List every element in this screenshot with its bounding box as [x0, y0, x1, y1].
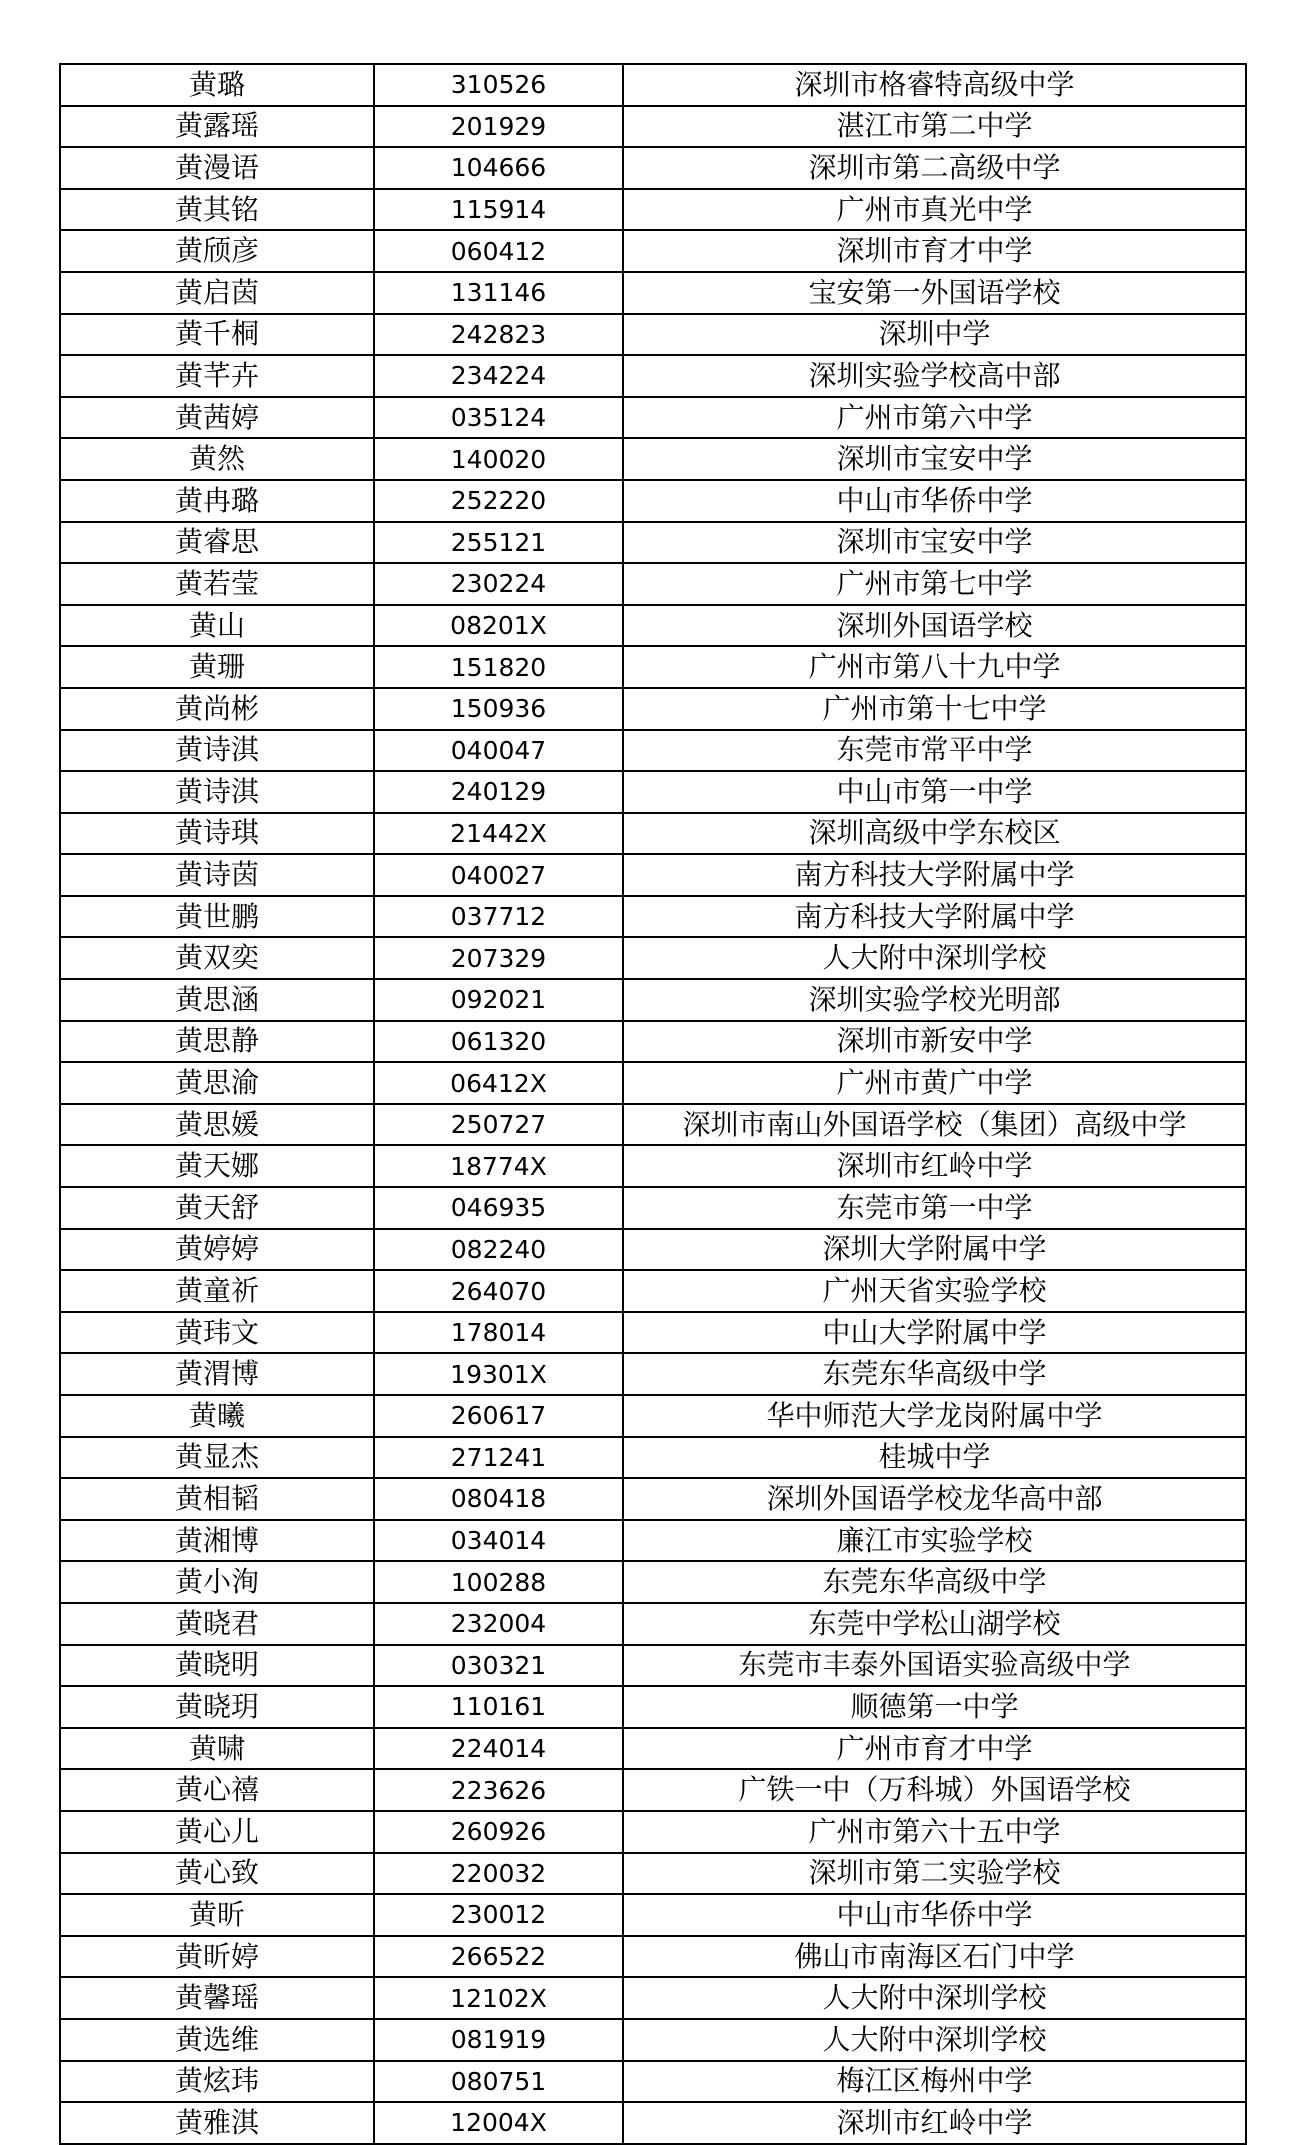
student-id-cell: 310526	[374, 64, 623, 106]
student-name-cell: 黄思媛	[60, 1104, 374, 1146]
table-row	[60, 1561, 1246, 1603]
table-row	[60, 1104, 1246, 1146]
school-name-cell: 广州市第八十九中学	[623, 646, 1246, 688]
school-name-cell: 广州市真光中学	[623, 189, 1246, 231]
student-name-cell: 黄露瑶	[60, 106, 374, 148]
table-row	[60, 480, 1246, 522]
student-name-cell: 黄漫语	[60, 147, 374, 189]
student-name-cell: 黄雅淇	[60, 2102, 374, 2144]
table-row	[60, 2019, 1246, 2061]
school-name-cell: 宝安第一外国语学校	[623, 272, 1246, 314]
school-name-cell: 深圳大学附属中学	[623, 1229, 1246, 1271]
school-name-cell: 广州市第六十五中学	[623, 1811, 1246, 1853]
student-name-cell: 黄天舒	[60, 1187, 374, 1229]
school-name-cell: 东莞市丰泰外国语实验高级中学	[623, 1645, 1246, 1687]
student-name-cell: 黄芊卉	[60, 355, 374, 397]
table-row	[60, 2102, 1246, 2144]
student-name-cell: 黄渭博	[60, 1353, 374, 1395]
student-id-cell: 110161	[374, 1686, 623, 1728]
student-name-cell: 黄尚彬	[60, 688, 374, 730]
student-name-cell: 黄心儿	[60, 1811, 374, 1853]
roster-table-container	[59, 63, 1245, 2145]
student-id-cell: 040047	[374, 730, 623, 772]
student-name-cell: 黄思静	[60, 1021, 374, 1063]
student-name-cell: 黄炫玮	[60, 2061, 374, 2103]
table-row	[60, 522, 1246, 564]
school-name-cell: 广州市第六中学	[623, 397, 1246, 439]
school-name-cell: 深圳外国语学校	[623, 605, 1246, 647]
school-name-cell: 人大附中深圳学校	[623, 2019, 1246, 2061]
student-id-cell: 030321	[374, 1645, 623, 1687]
table-row	[60, 1520, 1246, 1562]
school-name-cell: 佛山市南海区石门中学	[623, 1936, 1246, 1978]
table-row	[60, 2061, 1246, 2103]
student-id-cell: 260926	[374, 1811, 623, 1853]
student-name-cell: 黄思涵	[60, 979, 374, 1021]
student-id-cell: 201929	[374, 106, 623, 148]
table-row	[60, 979, 1246, 1021]
student-name-cell: 黄显杰	[60, 1437, 374, 1479]
table-row	[60, 1894, 1246, 1936]
table-row	[60, 937, 1246, 979]
student-name-cell: 黄心禧	[60, 1769, 374, 1811]
school-name-cell: 深圳市红岭中学	[623, 1145, 1246, 1187]
student-name-cell: 黄启茵	[60, 272, 374, 314]
student-name-cell: 黄世鹏	[60, 896, 374, 938]
table-row	[60, 147, 1246, 189]
school-name-cell: 东莞市第一中学	[623, 1187, 1246, 1229]
school-name-cell: 深圳市宝安中学	[623, 438, 1246, 480]
table-row	[60, 1062, 1246, 1104]
student-name-cell: 黄昕婷	[60, 1936, 374, 1978]
table-row	[60, 1478, 1246, 1520]
school-name-cell: 东莞东华高级中学	[623, 1561, 1246, 1603]
student-name-cell: 黄选维	[60, 2019, 374, 2061]
student-id-cell: 12004X	[374, 2102, 623, 2144]
table-row	[60, 1270, 1246, 1312]
school-name-cell: 广铁一中（万科城）外国语学校	[623, 1769, 1246, 1811]
school-name-cell: 深圳市南山外国语学校（集团）高级中学	[623, 1104, 1246, 1146]
student-id-cell: 250727	[374, 1104, 623, 1146]
school-name-cell: 广州天省实验学校	[623, 1270, 1246, 1312]
table-row	[60, 646, 1246, 688]
student-name-cell: 黄婷婷	[60, 1229, 374, 1271]
student-name-cell: 黄诗琪	[60, 813, 374, 855]
table-row	[60, 1686, 1246, 1728]
student-id-cell: 080418	[374, 1478, 623, 1520]
school-name-cell: 广州市育才中学	[623, 1728, 1246, 1770]
table-row	[60, 1936, 1246, 1978]
school-name-cell: 东莞市常平中学	[623, 730, 1246, 772]
table-row	[60, 730, 1246, 772]
student-id-cell: 140020	[374, 438, 623, 480]
student-id-cell: 240129	[374, 771, 623, 813]
table-row	[60, 1603, 1246, 1645]
school-name-cell: 深圳市格睿特高级中学	[623, 64, 1246, 106]
table-row	[60, 1395, 1246, 1437]
student-name-cell: 黄思渝	[60, 1062, 374, 1104]
student-id-cell: 035124	[374, 397, 623, 439]
student-id-cell: 224014	[374, 1728, 623, 1770]
student-name-cell: 黄睿思	[60, 522, 374, 564]
table-row	[60, 1645, 1246, 1687]
table-row	[60, 896, 1246, 938]
school-name-cell: 南方科技大学附属中学	[623, 896, 1246, 938]
student-id-cell: 207329	[374, 937, 623, 979]
school-name-cell: 湛江市第二中学	[623, 106, 1246, 148]
student-name-cell: 黄玮文	[60, 1312, 374, 1354]
student-id-cell: 266522	[374, 1936, 623, 1978]
student-id-cell: 131146	[374, 272, 623, 314]
student-name-cell: 黄晓明	[60, 1645, 374, 1687]
school-name-cell: 梅江区梅州中学	[623, 2061, 1246, 2103]
student-id-cell: 21442X	[374, 813, 623, 855]
student-id-cell: 037712	[374, 896, 623, 938]
school-name-cell: 华中师范大学龙岗附属中学	[623, 1395, 1246, 1437]
table-row	[60, 1229, 1246, 1271]
school-name-cell: 深圳市第二实验学校	[623, 1853, 1246, 1895]
school-name-cell: 中山大学附属中学	[623, 1312, 1246, 1354]
student-name-cell: 黄小洵	[60, 1561, 374, 1603]
student-id-cell: 232004	[374, 1603, 623, 1645]
student-name-cell: 黄心致	[60, 1853, 374, 1895]
table-row	[60, 272, 1246, 314]
student-id-cell: 081919	[374, 2019, 623, 2061]
roster-table-body	[60, 64, 1246, 2144]
table-row	[60, 314, 1246, 356]
student-name-cell: 黄晓君	[60, 1603, 374, 1645]
student-name-cell: 黄茜婷	[60, 397, 374, 439]
student-id-cell: 040027	[374, 854, 623, 896]
student-id-cell: 230224	[374, 563, 623, 605]
student-name-cell: 黄晓玥	[60, 1686, 374, 1728]
student-name-cell: 黄湘博	[60, 1520, 374, 1562]
school-name-cell: 深圳高级中学东校区	[623, 813, 1246, 855]
student-name-cell: 黄然	[60, 438, 374, 480]
student-name-cell: 黄昕	[60, 1894, 374, 1936]
student-name-cell: 黄童祈	[60, 1270, 374, 1312]
school-name-cell: 广州市第七中学	[623, 563, 1246, 605]
student-id-cell: 18774X	[374, 1145, 623, 1187]
table-row	[60, 1187, 1246, 1229]
student-name-cell: 黄珊	[60, 646, 374, 688]
table-row	[60, 355, 1246, 397]
school-name-cell: 深圳外国语学校龙华高中部	[623, 1478, 1246, 1520]
school-name-cell: 中山市第一中学	[623, 771, 1246, 813]
school-name-cell: 深圳市新安中学	[623, 1021, 1246, 1063]
table-row	[60, 64, 1246, 106]
school-name-cell: 深圳市红岭中学	[623, 2102, 1246, 2144]
student-id-cell: 080751	[374, 2061, 623, 2103]
student-id-cell: 271241	[374, 1437, 623, 1479]
table-row	[60, 1312, 1246, 1354]
student-id-cell: 220032	[374, 1853, 623, 1895]
student-id-cell: 223626	[374, 1769, 623, 1811]
school-name-cell: 人大附中深圳学校	[623, 1977, 1246, 2019]
student-name-cell: 黄诗茵	[60, 854, 374, 896]
table-row	[60, 189, 1246, 231]
school-name-cell: 南方科技大学附属中学	[623, 854, 1246, 896]
student-id-cell: 252220	[374, 480, 623, 522]
student-id-cell: 034014	[374, 1520, 623, 1562]
table-row	[60, 1021, 1246, 1063]
student-name-cell: 黄啸	[60, 1728, 374, 1770]
student-id-cell: 104666	[374, 147, 623, 189]
roster-table	[59, 63, 1247, 2145]
student-id-cell: 150936	[374, 688, 623, 730]
student-id-cell: 178014	[374, 1312, 623, 1354]
table-row	[60, 563, 1246, 605]
school-name-cell: 深圳实验学校高中部	[623, 355, 1246, 397]
student-id-cell: 06412X	[374, 1062, 623, 1104]
table-row	[60, 1145, 1246, 1187]
student-name-cell: 黄千桐	[60, 314, 374, 356]
table-row	[60, 1728, 1246, 1770]
student-name-cell: 黄颀彦	[60, 230, 374, 272]
student-name-cell: 黄冉璐	[60, 480, 374, 522]
student-id-cell: 115914	[374, 189, 623, 231]
student-id-cell: 19301X	[374, 1353, 623, 1395]
student-id-cell: 242823	[374, 314, 623, 356]
table-row	[60, 1437, 1246, 1479]
student-name-cell: 黄双奕	[60, 937, 374, 979]
school-name-cell: 东莞东华高级中学	[623, 1353, 1246, 1395]
school-name-cell: 深圳中学	[623, 314, 1246, 356]
student-id-cell: 230012	[374, 1894, 623, 1936]
student-name-cell: 黄天娜	[60, 1145, 374, 1187]
school-name-cell: 深圳市宝安中学	[623, 522, 1246, 564]
school-name-cell: 广州市黄广中学	[623, 1062, 1246, 1104]
student-name-cell: 黄山	[60, 605, 374, 647]
school-name-cell: 中山市华侨中学	[623, 1894, 1246, 1936]
student-id-cell: 082240	[374, 1229, 623, 1271]
student-name-cell: 黄诗淇	[60, 771, 374, 813]
student-name-cell: 黄璐	[60, 64, 374, 106]
student-id-cell: 234224	[374, 355, 623, 397]
student-id-cell: 260617	[374, 1395, 623, 1437]
table-row	[60, 1811, 1246, 1853]
student-id-cell: 151820	[374, 646, 623, 688]
school-name-cell: 深圳市第二高级中学	[623, 147, 1246, 189]
student-id-cell: 264070	[374, 1270, 623, 1312]
school-name-cell: 深圳实验学校光明部	[623, 979, 1246, 1021]
table-row	[60, 813, 1246, 855]
school-name-cell: 深圳市育才中学	[623, 230, 1246, 272]
school-name-cell: 广州市第十七中学	[623, 688, 1246, 730]
student-name-cell: 黄其铭	[60, 189, 374, 231]
student-id-cell: 08201X	[374, 605, 623, 647]
student-id-cell: 046935	[374, 1187, 623, 1229]
table-row	[60, 688, 1246, 730]
school-name-cell: 顺德第一中学	[623, 1686, 1246, 1728]
table-row	[60, 1353, 1246, 1395]
student-name-cell: 黄若莹	[60, 563, 374, 605]
student-name-cell: 黄馨瑶	[60, 1977, 374, 2019]
student-name-cell: 黄诗淇	[60, 730, 374, 772]
school-name-cell: 桂城中学	[623, 1437, 1246, 1479]
table-row	[60, 1977, 1246, 2019]
table-row	[60, 854, 1246, 896]
student-id-cell: 060412	[374, 230, 623, 272]
table-row	[60, 771, 1246, 813]
school-name-cell: 人大附中深圳学校	[623, 937, 1246, 979]
student-name-cell: 黄曦	[60, 1395, 374, 1437]
table-row	[60, 397, 1246, 439]
student-id-cell: 12102X	[374, 1977, 623, 2019]
school-name-cell: 廉江市实验学校	[623, 1520, 1246, 1562]
table-row	[60, 230, 1246, 272]
school-name-cell: 中山市华侨中学	[623, 480, 1246, 522]
school-name-cell: 东莞中学松山湖学校	[623, 1603, 1246, 1645]
student-name-cell: 黄相韬	[60, 1478, 374, 1520]
table-row	[60, 1769, 1246, 1811]
table-row	[60, 1853, 1246, 1895]
student-id-cell: 061320	[374, 1021, 623, 1063]
table-row	[60, 438, 1246, 480]
student-id-cell: 092021	[374, 979, 623, 1021]
student-id-cell: 100288	[374, 1561, 623, 1603]
student-id-cell: 255121	[374, 522, 623, 564]
table-row	[60, 605, 1246, 647]
table-row	[60, 106, 1246, 148]
